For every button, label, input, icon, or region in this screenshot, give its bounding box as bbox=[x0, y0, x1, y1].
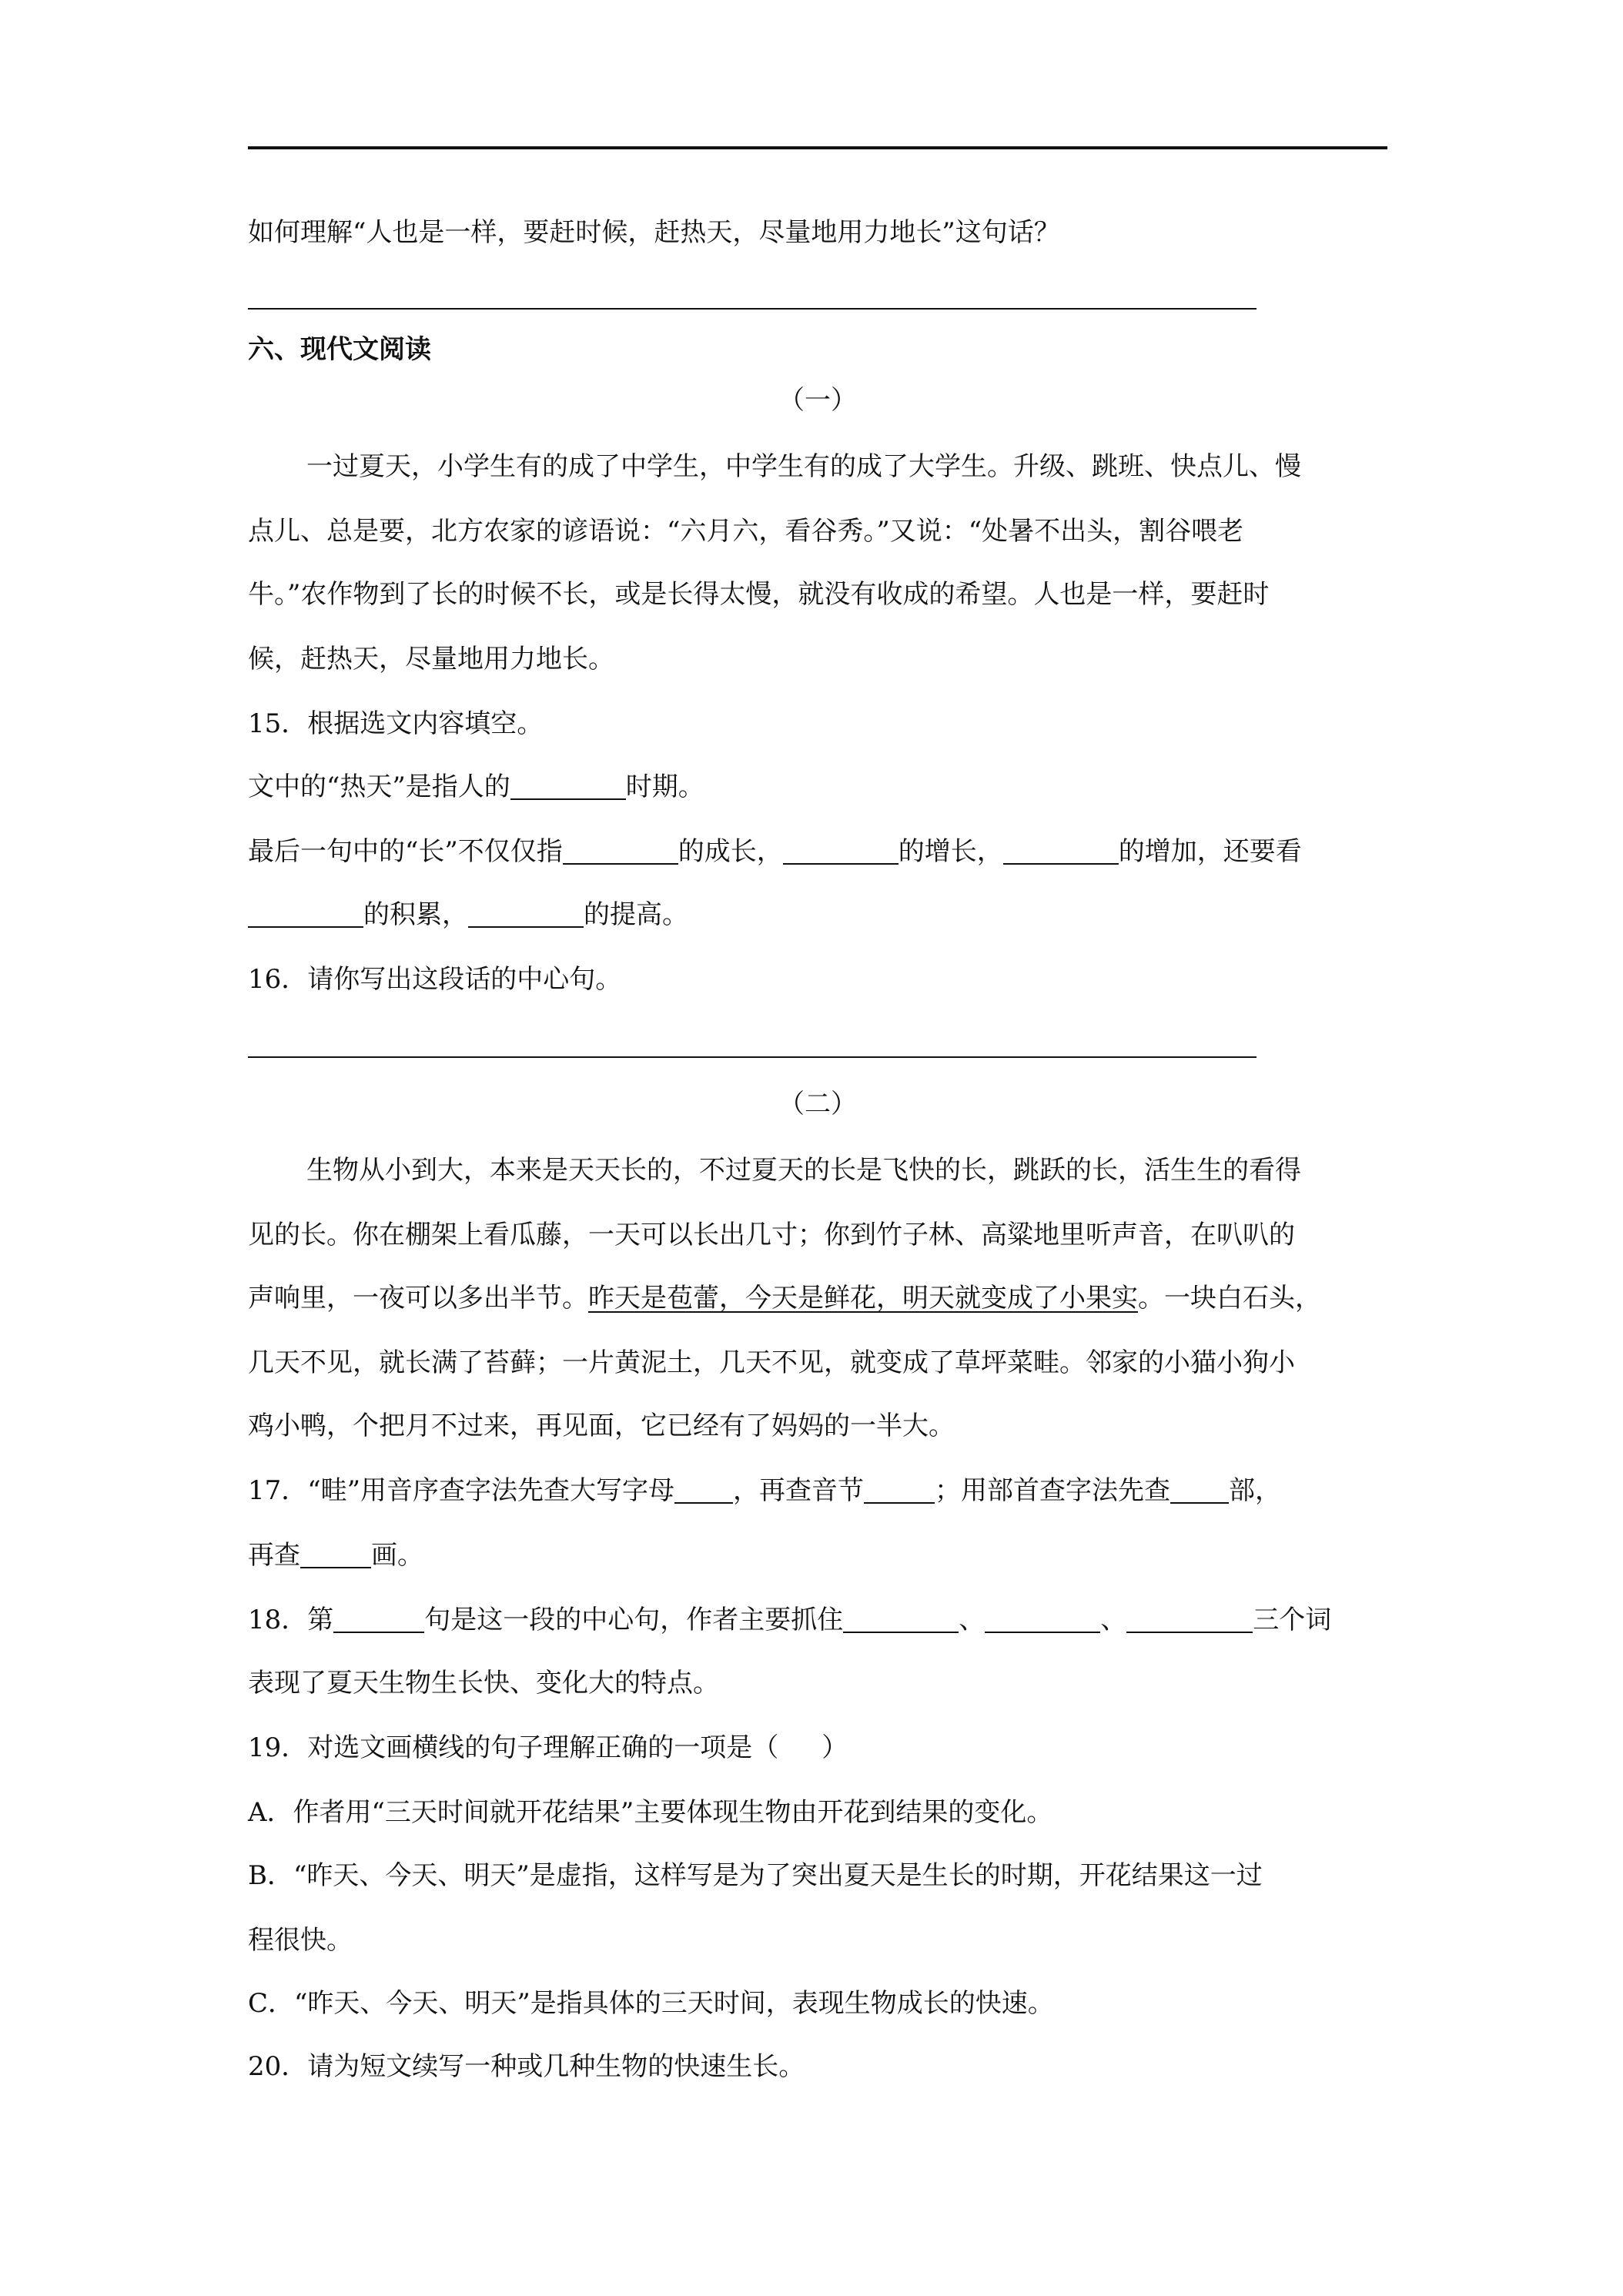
question-15-text: 的提高。 bbox=[584, 899, 688, 930]
question-15-line-3 bbox=[248, 898, 1387, 932]
fill-blank[interactable] bbox=[1170, 1476, 1229, 1504]
fill-blank[interactable] bbox=[300, 1541, 371, 1568]
top-rule bbox=[248, 146, 1387, 149]
passage-1-line: 点儿、总是要，北方农家的谚语说：“六月六，看谷秀。”又说：“处暑不出头，割谷喂老 bbox=[248, 516, 1244, 547]
answer-line bbox=[248, 308, 1257, 310]
question-17-line-2 bbox=[248, 1538, 1387, 1572]
question-18-line-1 bbox=[248, 1603, 1387, 1637]
question-15-text: 最后一句中的“长”不仅仅指 bbox=[248, 836, 563, 867]
question-19-title bbox=[248, 1731, 1387, 1765]
fill-blank[interactable] bbox=[510, 772, 626, 800]
question-17-text: 画。 bbox=[371, 1540, 423, 1571]
passage-1-line: 候，赶热天，尽量地用力地长。 bbox=[248, 644, 614, 674]
question-18-text: 、 bbox=[959, 1605, 986, 1635]
option-b[interactable]: B．“昨天、今天、明天”是虚指，这样写是为了突出夏天是生长的时期，开花结果这一过 bbox=[248, 1860, 1263, 1891]
fill-blank[interactable] bbox=[1126, 1605, 1253, 1633]
answer-line[interactable] bbox=[248, 1056, 1257, 1058]
fill-blank[interactable] bbox=[1003, 837, 1119, 865]
question-18-text: 句是这一段的中心句，作者主要抓住 bbox=[424, 1605, 844, 1635]
fill-blank[interactable] bbox=[563, 837, 678, 865]
option-b-continued: 程很快。 bbox=[248, 1925, 353, 1956]
question-20-title: 20．请为短文续写一种或几种生物的快速生长。 bbox=[248, 2051, 805, 2082]
question-15-text: 文中的“热天”是指人的 bbox=[248, 771, 510, 802]
passage-2-text: 声响里，一夜可以多出半节。 bbox=[248, 1283, 588, 1314]
question-15-text: 的成长， bbox=[678, 836, 783, 867]
passage-2-text: 。一块白石头， bbox=[1138, 1283, 1321, 1314]
underlined-sentence: 昨天是苞蕾，今天是鲜花，明天就变成了小果实 bbox=[588, 1283, 1138, 1314]
passage-1-line: 牛。”农作物到了长的时候不长，或是长得太慢，就没有收成的希望。人也是一样，要赶时 bbox=[248, 579, 1270, 610]
question-16-title: 16．请你写出这段话的中心句。 bbox=[248, 964, 622, 995]
question-18-text: 18．第 bbox=[248, 1605, 334, 1635]
question-17-text: 17．“畦”用音序查字法先查大写字母 bbox=[248, 1475, 675, 1506]
fill-blank[interactable] bbox=[783, 837, 899, 865]
passage-2-line: 生物从小到大，本来是天天长的，不过夏天的长是飞快的长，跳跃的长，活生生的看得 bbox=[306, 1155, 1301, 1186]
section-title: 六、现代文阅读 bbox=[248, 334, 431, 365]
fill-blank[interactable] bbox=[843, 1605, 959, 1633]
question-17-text: ，再查音节 bbox=[733, 1475, 865, 1506]
fill-blank[interactable] bbox=[333, 1605, 424, 1633]
passage-2-line: 鸡小鸭，个把月不过来，再见面，它已经有了妈妈的一半大。 bbox=[248, 1411, 955, 1441]
question-15-text: 的增长， bbox=[898, 836, 1003, 867]
question-18-text: 三个词 bbox=[1253, 1605, 1332, 1635]
question-15-text: 的积累， bbox=[363, 899, 468, 930]
question-15-text: 时期。 bbox=[625, 771, 704, 802]
fill-blank[interactable] bbox=[985, 1605, 1100, 1633]
passage-2-line: 见的长。你在棚架上看瓜藤，一天可以长出几寸；你到竹子林、高粱地里听声音，在叭叭的 bbox=[248, 1220, 1295, 1250]
question-17-text: ；用部首查字法先查 bbox=[935, 1475, 1171, 1506]
question-18-line-2: 表现了夏天生物生长快、变化大的特点。 bbox=[248, 1668, 719, 1699]
question-15-text: 的增加，还要看 bbox=[1118, 836, 1302, 867]
question-17-line-1 bbox=[248, 1474, 1387, 1508]
part-label-2: （二） bbox=[778, 1089, 857, 1120]
question-19-text: ） bbox=[822, 1732, 848, 1763]
question-17-text: 部， bbox=[1229, 1475, 1282, 1506]
question-19-text: 19．对选文画横线的句子理解正确的一项是（ bbox=[248, 1732, 779, 1763]
fill-blank[interactable] bbox=[674, 1476, 733, 1504]
question-15-title: 15．根据选文内容填空。 bbox=[248, 708, 544, 739]
passage-1-line: 一过夏天，小学生有的成了中学生，中学生有的成了大学生。升级、跳班、快点儿、慢 bbox=[306, 451, 1301, 482]
question-17-text: 再查 bbox=[248, 1540, 300, 1571]
passage-2-line: 几天不见，就长满了苔藓；一片黄泥土，几天不见，就变成了草坪菜畦。邻家的小猫小狗小 bbox=[248, 1347, 1295, 1378]
passage-2-line bbox=[248, 1281, 1387, 1315]
option-c[interactable]: C．“昨天、今天、明天”是指具体的三天时间，表现生物成长的快速。 bbox=[248, 1988, 1054, 2019]
question-18-text: 、 bbox=[1100, 1605, 1127, 1635]
option-a[interactable]: A．作者用“三天时间就开花结果”主要体现生物由开花到结果的变化。 bbox=[248, 1797, 1053, 1828]
part-label-1: （一） bbox=[778, 385, 857, 416]
previous-question: 如何理解“人也是一样，要赶时候，赶热天，尽量地用力地长”这句话？ bbox=[248, 217, 1060, 248]
question-15-line-1 bbox=[248, 770, 1387, 804]
question-15-line-2 bbox=[248, 835, 1387, 869]
fill-blank[interactable] bbox=[468, 900, 584, 928]
fill-blank[interactable] bbox=[248, 900, 363, 928]
fill-blank[interactable] bbox=[864, 1476, 935, 1504]
